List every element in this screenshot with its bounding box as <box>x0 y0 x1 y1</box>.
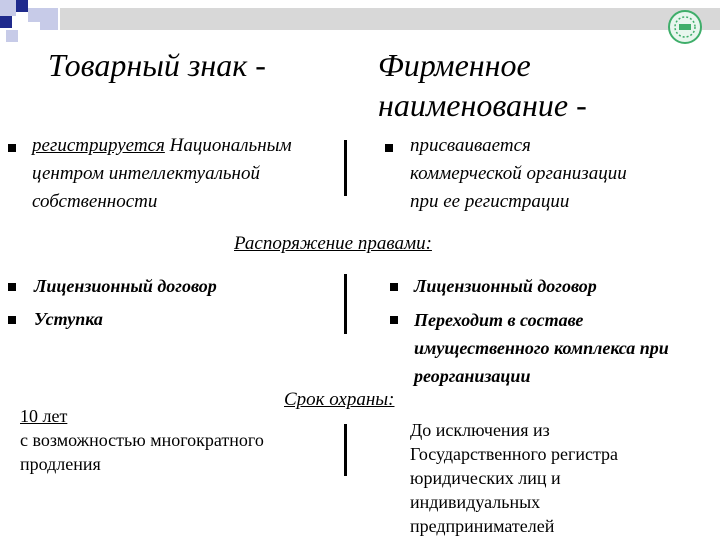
divider-registration <box>344 140 347 196</box>
right-transfer-text <box>414 306 714 390</box>
protection-line2: с возможностью многократного <box>20 430 264 450</box>
bullet-right-registration <box>385 144 393 152</box>
protection-term: 10 лет <box>20 406 68 426</box>
left-registration-text <box>32 132 352 216</box>
transfer-line1: Переходит в составе <box>414 310 584 330</box>
transfer-line2: имущественного комплекса при <box>414 338 669 358</box>
exclusion-line4: индивидуальных <box>410 492 541 512</box>
left-title: Товарный знак - <box>48 47 266 83</box>
bullet-left-license <box>8 283 16 291</box>
bullet-right-transfer <box>390 316 398 324</box>
right-title-line1: Фирменное <box>378 47 531 83</box>
registration-line3: собственности <box>32 191 158 212</box>
exclusion-line5: предпринимателей <box>410 516 555 536</box>
left-assignment-text: Уступка <box>34 309 103 329</box>
exclusion-line3: юридических лиц и <box>410 468 561 488</box>
registration-line2: центром интеллектуальной <box>32 163 260 184</box>
top-band-graphic <box>0 0 720 30</box>
protection-heading: Срок охраны: <box>284 389 395 410</box>
right-registration-text <box>410 132 710 216</box>
assigned-line2: коммерческой организации <box>410 163 627 184</box>
right-protection-text <box>410 418 710 538</box>
assigned-line1: присваивается <box>410 135 531 156</box>
left-protection-text <box>20 404 340 476</box>
right-title-line2: наименование - <box>378 87 587 123</box>
bullet-left-registration <box>8 144 16 152</box>
divider-protection <box>344 424 347 476</box>
exclusion-line2: Государственного регистра <box>410 444 619 464</box>
bullet-left-assignment <box>8 316 16 324</box>
disposal-heading: Распоряжение правами: <box>234 233 432 254</box>
left-license-text: Лицензионный договор <box>34 276 217 296</box>
right-license-text: Лицензионный договор <box>414 276 597 296</box>
divider-disposal <box>344 274 347 334</box>
assigned-line3: при ее регистрации <box>410 191 570 212</box>
protection-line3: продления <box>20 454 101 474</box>
bullet-right-license <box>390 283 398 291</box>
registration-line1-rest: Национальным <box>164 135 292 156</box>
slide-top-band <box>0 0 720 30</box>
emblem-icon <box>668 10 702 44</box>
exclusion-line1: До исключения из <box>410 420 550 440</box>
registration-keyword: регистрируется <box>32 135 165 156</box>
transfer-line3: реорганизации <box>414 366 531 386</box>
